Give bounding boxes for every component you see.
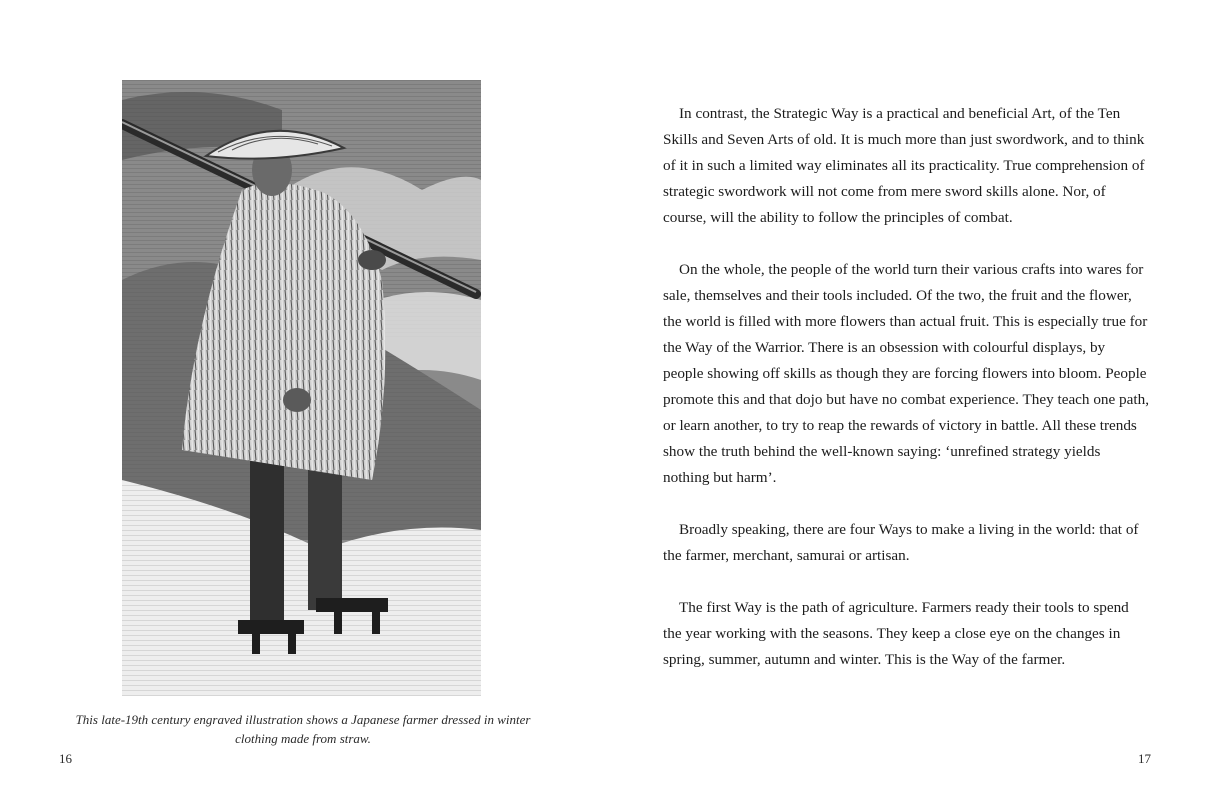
figure-caption: This late-19th century engraved illustration shows a Japanese farmer dressed in winter clothing made from straw.	[75, 712, 531, 746]
paragraph-1: In contrast, the Strategic Way is a practical and beneficial Art, of the Ten Skills and Seven Arts of old. It is much more than just swordwork, and to think of it in such a limited way eliminates all its practicality. True comprehension of strategic swordwork will not come from mere sword skills alone. Nor, of course, will the ability to follow the principles of combat.	[663, 105, 1145, 226]
page-number-left: 16	[59, 751, 72, 766]
right-page	[604, 0, 1208, 800]
paragraph-4: The first Way is the path of agriculture. Farmers ready their tools to spend the year working with the seasons. They keep a close eye on the changes in spring, summer, autumn and winter. This is the Way of the farmer.	[663, 599, 1129, 668]
body-text	[663, 101, 1149, 673]
paragraph-3: Broadly speaking, there are four Ways to make a living in the world: that of the farmer, merchant, samurai or artisan.	[663, 521, 1139, 564]
page-number-right: 17	[1138, 751, 1151, 766]
paragraph-2: On the whole, the people of the world turn their various crafts into wares for sale, themselves and their tools included. Of the two, the fruit and the flower, the world is filled with more flowers than actual fruit. This is especially true for the Way of the Warrior. There is an obsession with colourful displays, by people showing off skills as though they are forcing flowers into bloom. People promote this and that dojo but have no combat experience. They teach one path, or learn another, to try to reap the rewards of victory in battle. All these trends show the truth behind the well-known saying: ‘unrefined strategy yields nothing but harm’.	[663, 261, 1149, 486]
farmer-engraving-image	[122, 80, 481, 696]
engraving-illustration	[122, 80, 481, 696]
